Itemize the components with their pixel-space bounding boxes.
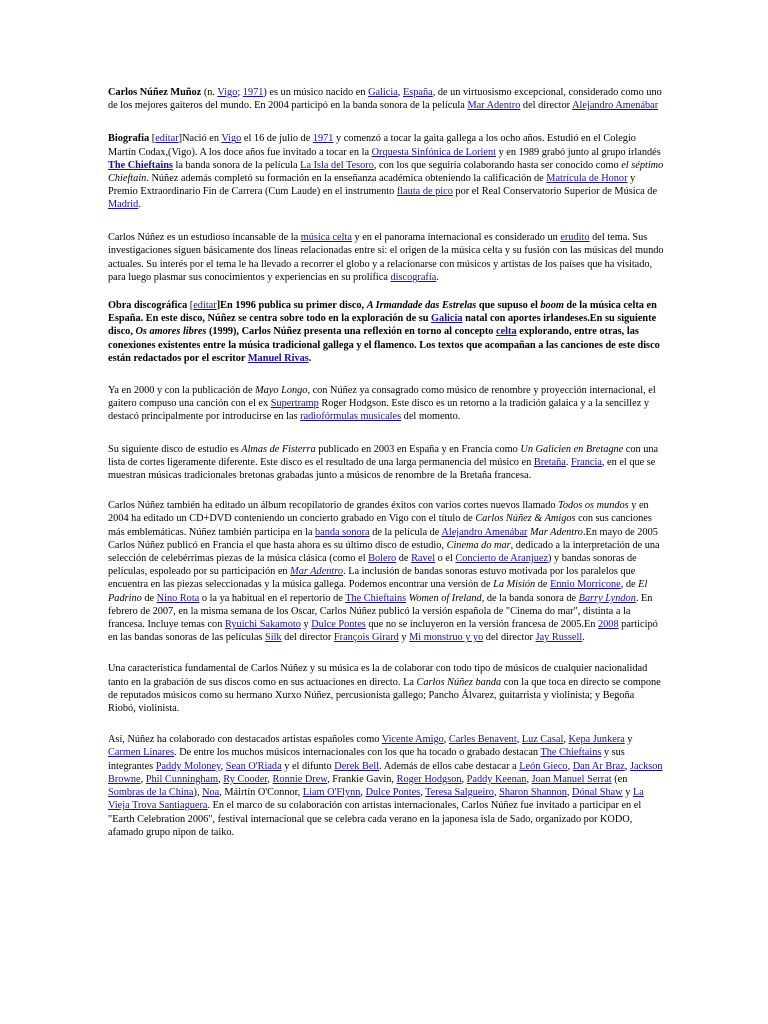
hyperlink[interactable]: Ronnie Drew bbox=[272, 773, 328, 785]
text-run: Carlos Núñez también ha editado un álbum recopilatorio de grandes éxitos con varios cortes nuevos llamado bbox=[108, 500, 559, 512]
italic-text: El Padrino bbox=[108, 579, 648, 604]
hyperlink[interactable]: Phil Cunningham bbox=[145, 773, 219, 785]
hyperlink[interactable]: editar bbox=[193, 300, 217, 311]
hyperlink[interactable]: Vicente Amigo bbox=[381, 734, 444, 746]
paragraph-estudioso bbox=[108, 231, 664, 285]
text-run: explorando, entre otras, las conexiones existentes entre la música tradicional gallega y el flamenco. Los textos que acompañan a las canciones de este disco están redactados por el escritor bbox=[108, 326, 660, 364]
text-run: [ bbox=[187, 300, 194, 311]
text-run: del director bbox=[520, 100, 573, 112]
text-run: , bbox=[420, 787, 426, 799]
text-run: , con Núñez ya consagrado como músico de renombre y proyección internacional, el gaitero compuso una canción con el ex bbox=[108, 385, 656, 410]
hyperlink[interactable]: Concierto de Aranjuez bbox=[455, 553, 549, 565]
text-run: con la que toca en directo se compone de reputados músicos como su hermano Xurxo Núñez, percusionista gallego; Pancho Álvarez, guitarrista y violinista; y Begoña Riobó, violinista. bbox=[108, 676, 661, 715]
text-run: . bbox=[582, 632, 585, 644]
text-run: y el difunto bbox=[281, 760, 335, 772]
hyperlink[interactable]: Mi monstruo y yo bbox=[409, 632, 484, 644]
hyperlink[interactable]: Liam O'Flynn bbox=[302, 787, 361, 799]
italic-text: Os amores libres bbox=[135, 326, 207, 338]
text-run: . bbox=[138, 199, 141, 211]
text-run: del director bbox=[281, 632, 334, 644]
bold-text: Biografía bbox=[108, 133, 150, 145]
text-run: que no se incluyeron en la versión francesa de 2005.En bbox=[365, 619, 598, 631]
hyperlink[interactable]: Manuel Rivas bbox=[247, 352, 309, 364]
hyperlink[interactable]: Kepa Junkera bbox=[568, 734, 625, 746]
hyperlink[interactable]: Supertramp bbox=[270, 398, 319, 410]
text-run: ; bbox=[237, 87, 243, 98]
hyperlink[interactable]: Mar Adentro bbox=[467, 100, 521, 112]
text-run: , bbox=[397, 87, 403, 98]
text-run: , bbox=[567, 760, 573, 772]
hyperlink[interactable]: Madrid bbox=[108, 199, 139, 211]
hyperlink[interactable]: Francia bbox=[571, 456, 602, 468]
hyperlink[interactable]: Joan Manuel Serrat bbox=[531, 773, 612, 785]
text-run: , de la banda sonora de bbox=[481, 592, 579, 604]
hyperlink[interactable]: Dónal Shaw bbox=[572, 787, 623, 799]
text-run: y comenzó a tocar la gaita gallega a los ocho años. Estudió en el Colegio Martín Codax,(Vigo). A los doce años fue invitado a tocar en la bbox=[108, 133, 636, 158]
italic-text: Women of Ireland bbox=[408, 592, 482, 604]
text-run: , bbox=[360, 787, 366, 799]
italic-text: Cinema do mar bbox=[446, 539, 511, 551]
text-run: , bbox=[267, 773, 273, 785]
hyperlink[interactable]: Dulce Pontes bbox=[365, 787, 421, 799]
text-run: ) y bandas sonoras de películas, espoleado por su participación en bbox=[108, 553, 637, 578]
text-run: del momento. bbox=[401, 411, 461, 423]
text-run: , Frankie Gavin, bbox=[327, 773, 397, 785]
text-run: Ya en 2000 y con la publicación de bbox=[108, 385, 256, 397]
text-run: ]Nació en bbox=[178, 133, 222, 145]
paragraph-mayo-longo bbox=[108, 384, 664, 424]
hyperlink[interactable]: Dulce Pontes bbox=[311, 619, 366, 631]
text-run: , bbox=[443, 734, 449, 746]
text-run: Una característica fundamental de Carlos Núñez y su música es la de colaborar con todo tipo de músicos de cualquier nacionalidad tanto en la grabación de sus discos como en sus actuaciones en directo. La bbox=[108, 663, 648, 688]
text-run: ), bbox=[193, 787, 203, 799]
text-run: En 1996 publica su primer disco, bbox=[220, 300, 367, 311]
italic-text: Mayo Longo bbox=[255, 385, 308, 397]
hyperlink[interactable]: Luz Casal bbox=[521, 734, 564, 746]
text-run: y Premio Extraordinario Fin de Carrera (Cum Laude) en el instrumento bbox=[108, 173, 636, 198]
hyperlink[interactable]: Jackson Browne bbox=[108, 760, 663, 785]
hyperlink[interactable]: celta bbox=[496, 326, 517, 338]
text-run: , bbox=[624, 760, 630, 772]
text-run: . En febrero de 2007, en la misma semana de los Oscar, Carlos Núñez publicó la versión española de "Cinema do mar", distinta a la francesa. Incluye temas con bbox=[108, 592, 653, 631]
hyperlink[interactable]: Alejandro Amenábar bbox=[572, 100, 659, 112]
bold-paragraph-text bbox=[108, 300, 660, 364]
italic-text: Almas de Fisterra bbox=[241, 443, 316, 455]
text-run: la banda sonora de la película bbox=[172, 159, 301, 171]
hyperlink[interactable]: Bretaña bbox=[533, 456, 566, 468]
text-run: . En el marco de su colaboración con artistas internacionales, Carlos Núñez fue invitado a participar en el "Earth Celebration 2006", festival internacional que se celebra cada verano en la japonesa isla de Sado, organizado por KODO, afamado grupo nipon de taiko. bbox=[108, 800, 642, 838]
italic-text: Todos os mundos bbox=[558, 500, 629, 512]
hyperlink[interactable]: editar bbox=[155, 133, 179, 145]
text-run: y bbox=[398, 632, 410, 644]
text-run: . Además de ellos cabe destacar a bbox=[379, 760, 520, 772]
text-run: de la película de bbox=[369, 526, 442, 538]
hyperlink[interactable]: música celta bbox=[300, 231, 352, 243]
text-run: (n. bbox=[201, 87, 218, 98]
text-run: , bbox=[563, 734, 569, 746]
hyperlink[interactable]: Alejandro Amenábar bbox=[441, 526, 528, 538]
hyperlink[interactable]: 1971 bbox=[312, 133, 334, 145]
hyperlink[interactable]: Sombras de la China bbox=[108, 787, 194, 799]
text-run: . bbox=[436, 272, 439, 284]
hyperlink[interactable]: Bolero bbox=[368, 553, 397, 565]
text-run: y en el panorama internacional es considerado un bbox=[351, 231, 561, 243]
paragraph-intro bbox=[108, 86, 664, 112]
text-run: .En mayo de 2005 Carlos Núñez publicó en Francia el que hasta ahora es su último disco de estudio, bbox=[108, 526, 658, 551]
text-run: ] bbox=[216, 300, 221, 311]
text-run: del tema. Sus investigaciones siguen básicamente dos líneas relacionadas entre sí: el origen de la música celta y su fusión con las músicas del mundo actuales. Su interés por el tema le ha llevado a recorrer el globo y a relacionarse con músicos y artistas de los países que ha visitado, para luego plasmar sus conocimientos y experiencias en su prolífica bbox=[108, 231, 664, 284]
hyperlink[interactable]: The Chieftains bbox=[345, 592, 407, 604]
hyperlink[interactable]: discografía bbox=[390, 272, 437, 284]
hyperlink[interactable]: Teresa Salgueiro bbox=[425, 787, 494, 799]
hyperlink[interactable]: Vigo bbox=[217, 87, 238, 98]
italic-text: Carlos Núñez banda bbox=[416, 676, 502, 688]
text-run: , de bbox=[620, 579, 639, 591]
italic-text: el séptimo Chieftain bbox=[108, 159, 664, 185]
hyperlink[interactable]: Sean O'Riada bbox=[225, 760, 282, 772]
text-run: natal con aportes irlandeses.En su siguiente disco, bbox=[108, 313, 657, 338]
hyperlink[interactable]: Ry Cooder bbox=[223, 773, 268, 785]
italic-text: La Misión bbox=[493, 579, 536, 591]
hyperlink[interactable]: La Isla del Tesoro bbox=[300, 159, 374, 171]
text-run: . La inclusión de bandas sonoras estuvo motivada por los paralelos que encuentra en las piezas seleccionadas y la música gallega. Podemos encontrar una versión de bbox=[108, 566, 636, 591]
text-run: , bbox=[566, 787, 573, 799]
text-run: con sus canciones más emblemáticas. Núñez también participa en la bbox=[108, 513, 652, 538]
text-run: . Núñez además completó su formación en la enseñanza académica obteniendo la calificación de bbox=[146, 173, 547, 185]
hyperlink[interactable]: Galicia bbox=[368, 87, 398, 98]
text-run: y bbox=[624, 734, 633, 746]
text-run: (1999), Carlos Núñez presenta una reflexión en torno al concepto bbox=[206, 326, 497, 338]
text-run: de bbox=[535, 579, 551, 591]
text-run: o la ya habitual en el repertorio de bbox=[199, 592, 346, 604]
text-run: que supuso el bbox=[476, 300, 541, 311]
text-run: , bbox=[218, 773, 224, 785]
hyperlink[interactable]: banda sonora bbox=[315, 526, 370, 538]
hyperlink[interactable]: Sharon Shannon bbox=[499, 787, 567, 799]
paragraph-colaboraciones bbox=[108, 733, 664, 839]
text-run: del director bbox=[483, 632, 536, 644]
text-run: Carlos Núñez es un estudioso incansable de la bbox=[108, 231, 301, 243]
hyperlink[interactable]: Derek Bell bbox=[334, 760, 380, 772]
text-run: Así, Núñez ha colaborado con destacados artistas españoles como bbox=[108, 734, 382, 746]
text-run: , dedicado a la interpretación de una selección de celebérrimas piezas de la música clásica (como el bbox=[108, 539, 660, 565]
hyperlink[interactable]: The Chieftains bbox=[108, 159, 173, 171]
paragraph-caracteristica bbox=[108, 662, 664, 715]
text-run: de la música celta en España. En este disco, Núñez se centra sobre todo en la exploración de su bbox=[108, 300, 657, 325]
text-run: [ bbox=[149, 133, 156, 145]
hyperlink[interactable]: Barry Lyndon bbox=[578, 592, 636, 604]
hyperlink[interactable]: 1971 bbox=[242, 87, 264, 98]
text-run: , de un virtuosismo excepcional, considerado como uno de los mejores gaiteros del mundo. En 2004 participó en la banda sonora de la película bbox=[108, 87, 662, 112]
hyperlink[interactable]: Dan Ar Braz bbox=[572, 760, 625, 772]
text-run: de bbox=[141, 592, 157, 604]
text-run: . bbox=[308, 352, 312, 364]
bold-text: Carlos Núñez Muñoz bbox=[108, 87, 202, 98]
italic-text: boom bbox=[540, 300, 564, 311]
hyperlink[interactable]: François Girard bbox=[333, 632, 399, 644]
paragraph-recopilatorio bbox=[108, 499, 664, 644]
hyperlink[interactable]: Matrícula de Honor bbox=[546, 173, 628, 185]
text-run: , bbox=[493, 787, 500, 799]
paragraph-almas-de-fisterra bbox=[108, 443, 664, 483]
hyperlink[interactable]: Paddy Moloney bbox=[155, 760, 221, 772]
hyperlink[interactable]: Vigo bbox=[221, 133, 242, 145]
text-run: participó en las bandas sonoras de las películas bbox=[108, 619, 658, 644]
text-run: Obra discográfica bbox=[108, 300, 188, 311]
paragraph-biografia bbox=[108, 132, 664, 211]
text-run: , en el que se muestran músicas tradicionales bretonas grabadas junto a músicos de renombre de la Bretaña francesa. bbox=[108, 456, 656, 482]
hyperlink[interactable]: Ravel bbox=[411, 553, 436, 565]
hyperlink[interactable]: Paddy Keenan bbox=[466, 773, 527, 785]
text-run: ) es un músico nacido en bbox=[263, 87, 369, 98]
italic-text: Carlos Núñez & Amigos bbox=[475, 513, 576, 525]
text-run: . bbox=[565, 456, 572, 468]
hyperlink[interactable]: flauta de pico bbox=[396, 186, 453, 198]
hyperlink[interactable]: Nino Rota bbox=[156, 592, 200, 604]
text-run: (en bbox=[611, 773, 628, 785]
text-run: de bbox=[396, 553, 412, 565]
text-run: y bbox=[622, 787, 633, 799]
hyperlink[interactable]: Jay Russell bbox=[535, 632, 583, 644]
hyperlink[interactable]: Galicia bbox=[431, 313, 463, 325]
text-run: , bbox=[461, 773, 467, 785]
text-run: Roger Hodgson. Este disco es un retorno a la tradición galaica y a la sencillez y destacó principalmente por introducirse en las bbox=[108, 398, 649, 423]
hyperlink[interactable]: España bbox=[402, 87, 433, 98]
hyperlink[interactable]: 2008 bbox=[598, 619, 619, 631]
text-run: , bbox=[220, 760, 226, 772]
hyperlink[interactable]: Carles Benavent bbox=[448, 734, 517, 746]
hyperlink[interactable]: Orquesta Sinfónica de Lorient bbox=[371, 146, 496, 158]
hyperlink[interactable]: erudito bbox=[560, 231, 590, 243]
hyperlink[interactable]: The Chieftains bbox=[540, 747, 602, 759]
text-run: por el Real Conservatorio Superior de Música de bbox=[452, 186, 658, 198]
text-run: , bbox=[526, 773, 532, 785]
text-run: , Máirtín O'Connor, bbox=[219, 787, 303, 799]
text-run: , con los que seguiría colaborando hasta ser conocido como bbox=[373, 159, 622, 171]
hyperlink[interactable]: La Vieja Trova Santiaguera bbox=[108, 787, 644, 812]
text-run: el 16 de julio de bbox=[241, 133, 313, 145]
text-run: y bbox=[300, 619, 312, 631]
text-run: y sus integrantes bbox=[108, 747, 625, 772]
text-run: , bbox=[516, 734, 522, 746]
hyperlink[interactable]: Roger Hodgson bbox=[396, 773, 462, 785]
hyperlink[interactable]: radiofórmulas musicales bbox=[300, 411, 402, 423]
hyperlink[interactable]: Mar Adentro bbox=[290, 566, 344, 578]
text-run: , bbox=[140, 773, 146, 785]
text-run: con una lista de cortes ligeramente diferente. Este disco es el resultado de una larga permanencia del músico en bbox=[108, 443, 659, 468]
hyperlink[interactable]: Ryuichi Sakamoto bbox=[224, 619, 301, 631]
hyperlink[interactable]: Silk bbox=[264, 632, 282, 644]
text-run: y en 1989 grabó junto al grupo irlandés bbox=[496, 146, 661, 158]
hyperlink[interactable]: Ennio Morricone bbox=[550, 579, 621, 591]
paragraph-obra-discografica bbox=[108, 299, 664, 365]
italic-text: A Irmandade das Estrelas bbox=[366, 300, 477, 311]
hyperlink[interactable]: Carmen Linares bbox=[108, 747, 175, 759]
italic-text: Mar Adentro bbox=[530, 526, 583, 538]
text-run: o el bbox=[435, 553, 456, 565]
text-run: Su siguiente disco de estudio es bbox=[108, 443, 242, 455]
text-run: publicado en 2003 en España y en Francia como bbox=[315, 443, 521, 455]
hyperlink[interactable]: Noa bbox=[202, 787, 220, 799]
text-run: . De entre los muchos músicos internacionales con los que ha tocado o grabado destacan bbox=[174, 747, 541, 759]
italic-text: Un Galicien en Bretagne bbox=[520, 443, 624, 455]
article-body bbox=[108, 86, 664, 839]
hyperlink[interactable]: León Gieco bbox=[519, 760, 568, 772]
text-run: y en 2004 ha editado un CD+DVD conteniendo un concierto grabado en Vigo con el título de bbox=[108, 500, 649, 525]
